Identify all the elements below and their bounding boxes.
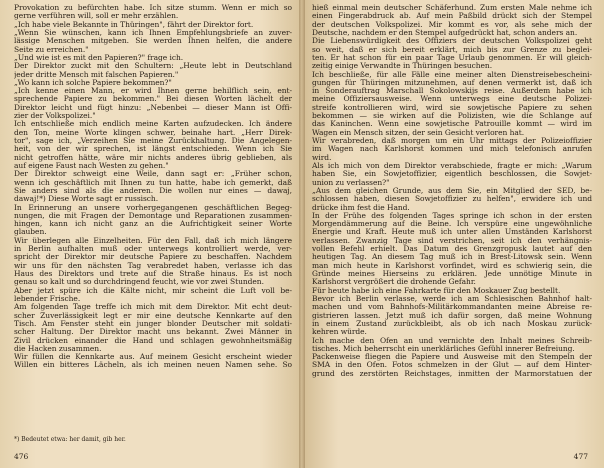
text-line: In Erinnerung an unsere vorhergegangenen geschäftlichen Begeg-: [14, 203, 292, 212]
text-line: „Aus dem gleichen Grunde, aus dem Sie, ein Mitglied der SED, be-: [312, 186, 592, 195]
text-line: meine Offiziersausweise. Wenn unterwegs eine deutsche Polizei-: [312, 95, 592, 104]
text-line: einen Fingerabdruck ab. Auf mein Paßbild drückt sich der Stempel: [312, 12, 592, 21]
text-line: Packenweise fliegen die Papiere und Ausweise mit den Stempeln der: [312, 353, 592, 362]
text-line: Energie und Kraft. Heute muß ich unter allen Umständen Karlshorst: [312, 228, 592, 237]
text-line: Ich entschließe mich endlich meine Karten aufzudecken. Ich ändere: [14, 120, 292, 129]
text-line: Karlshorst vergrößert die drohende Gefahr.: [312, 278, 476, 287]
text-line: Ich beschließe, für alle Fälle eine meiner alten Dienstreisebescheini-: [312, 70, 592, 79]
text-line: auf eigene Faust nach Westen zu gehen.": [14, 161, 169, 170]
text-line: Aber jetzt spüre ich die Kälte nicht, mir scheint die Luft voll be-: [14, 286, 292, 295]
text-line: in Berlin aufhalten muß oder unterwegs kontrolliert werde, ver-: [14, 245, 292, 254]
text-line: Der Direktor zuckt mit den Schultern: „Heute lebt in Deutschland: [14, 62, 292, 71]
text-line: der deutschen Volkspolizei. Mir kommt es vor, als sehe mich der: [312, 20, 592, 29]
text-line: tisches. Mich beherrscht ein unerklärliches Gefühl innerer Befreiung.: [312, 344, 575, 353]
text-line: heutigen Tag. An diesem Tag muß ich in Brest-Litowsk sein. Wenn: [312, 253, 592, 262]
text-line: haben Sie, ein Sowjetoffizier, eigentlich beschlossen, die Sowjet-: [312, 170, 592, 179]
text-line: Gründe meines Hierseins zu erklären. Jede unnötige Minute in: [312, 270, 592, 278]
text-line: hingen, kann ich nicht ganz an die Aufrichtigkeit seiner Worte: [14, 220, 292, 229]
text-line: scher Haltung. Der Direktor macht uns bekannt. Zwei Männer in: [14, 328, 292, 337]
text-line: SMA in den Ofen. Fotos schmelzen in der Glut — auf dem Hinter-: [312, 361, 592, 370]
text-line: das Kaninchen. Wenn eine sowjetische Patrouille kommt — wird im: [312, 120, 592, 129]
text-line: lässige Menschen mitgeben. Sie werden Ihnen helfen, die andere: [14, 37, 292, 46]
text-line: glauben.: [14, 228, 47, 237]
text-line: ten. Er hat schon für ein paar Tage Urlaub genommen. Er will gleich-: [312, 53, 592, 62]
text-line: schlossen haben, diesen Sowjetoffizier zu helfen", erwidere ich und: [312, 195, 592, 204]
text-line: „Ich kenne einen Mann, er wird Ihnen gerne behilflich sein, ent-: [14, 87, 292, 96]
text-line: kehren würde.: [312, 328, 367, 337]
page-number-right: 477: [573, 452, 588, 461]
text-line: den Ton, meine Worte klingen schwer, beinahe hart. „Herr Direk-: [14, 128, 292, 137]
text-line: wenn ich geschäftlich mit Ihnen zu tun hatte, habe ich gemerkt, daß: [14, 178, 292, 187]
text-line: drücke ihm fest die Hand.: [312, 203, 410, 212]
text-line: dawaj!*) Diese Worte sagt er russisch.: [14, 195, 159, 204]
text-line: Ich mache den Ofen an und vernichte den Inhalt meines Schreib-: [312, 336, 592, 345]
text-line: die Hacken zusammen.: [14, 344, 102, 353]
text-line: zeitig einige Verwandte in Thüringen besuchen.: [312, 62, 493, 71]
text-line: Wir füllen die Kennkarte aus. Auf meinem Gesicht erscheint wieder: [14, 353, 292, 362]
text-line: Seite zu erreichen.": [14, 45, 89, 54]
text-line: In der Frühe des folgenden Tages springe ich schon in der ersten: [312, 211, 592, 220]
right-page-text: [312, 4, 592, 378]
text-line: scher Zuverlässigkeit legt er mir eine deutsche Kennkarte auf den: [14, 311, 292, 320]
text-line: nicht getroffen hätte, wäre mir nichts anderes übrig geblieben, als: [14, 153, 292, 162]
text-line: Wagen ein Mensch sitzen, der sein Gesicht verloren hat.: [312, 128, 525, 137]
text-line: in einem Zustand zurückbleibt, als ob ich nach Moskau zurück-: [312, 319, 592, 328]
text-line: Direktor leicht und fügt hinzu: „Nebenbei — dieser Mann ist Offi-: [14, 103, 292, 112]
text-line: so weit, daß er sich bereit erklärt, mich bis zur Grenze zu beglei-: [312, 45, 592, 54]
text-line: „Und wie ist es mit den Papieren?" frage ich.: [14, 53, 184, 62]
text-line: wird.: [312, 153, 332, 162]
text-line: „Wenn Sie wünschen, kann ich Ihnen Empfehlungsbriefe an zuver-: [14, 28, 292, 37]
text-line: tor", sage ich, „Verzeihen Sie meine Zurückhaltung. Die Angelegen-: [14, 137, 292, 145]
text-line: gistrieren lassen. Jetzt muß ich dafür sorgen, daß meine Wohnung: [312, 311, 592, 320]
text-line: Tisch. Am Fenster steht ein junger blonder Deutscher mit soldati-: [14, 319, 292, 328]
text-line: sprechende Papiere zu bekommen." Bei diesen Worten lächelt der: [14, 95, 292, 104]
text-line: Wir verabreden, daß morgen um ein Uhr mittags der Polizeioffizier: [312, 137, 592, 145]
text-line: Deutsche, nachdem er den Stempel aufgedrückt hat, schon anders an.: [312, 28, 578, 37]
text-line: Wir überlegen alle Einzelheiten. Für den Fall, daß ich mich längere: [14, 236, 292, 245]
text-line: spricht der Direktor mir deutsche Papiere zu beschaffen. Nachdem: [14, 253, 292, 262]
text-line: Sie anders sind als die anderen. Die wollen nur eines — dawaj,: [14, 186, 292, 195]
text-line: grund des zerstörten Reichstages, inmitten der Marmorstatuen der: [312, 369, 592, 378]
text-line: genau so kalt und so durchdringend feucht, wie vor zwei Stunden.: [14, 278, 264, 287]
text-line: Zivil drücken einander die Hand und schlagen gewohnheitsmäßig: [14, 336, 292, 345]
text-line: hieß einmal mein deutscher Schäferhund. Zum ersten Male nehme ich: [312, 4, 592, 12]
text-line: vollen Befehl erhielt. Das Datum des Grenzgropusk lautet auf den: [312, 245, 592, 254]
text-line: zier der Volkspolizei.": [14, 112, 96, 121]
footnote: *) Bedeutet etwa: her damit, gib her.: [14, 436, 126, 443]
text-line: heit, von der wir sprechen, ist längst entschieden. Wenn ich Sie: [14, 145, 292, 154]
text-line: verlassen. Zwanzig Tage sind verstrichen, seit ich den verhängnis-: [312, 236, 592, 245]
text-line: Am folgenden Tage treffe ich mich mit dem Direktor. Mit echt deut-: [14, 303, 292, 312]
text-line: Provokation zu befürchten habe. Ich sitze stumm. Wenn er mich so: [14, 4, 292, 12]
text-line: Willen ein bitteres Lächeln, als ich meinen neuen Namen sehe. So: [14, 361, 292, 370]
page-number-left: 476: [14, 452, 29, 461]
text-line: jeder dritte Mensch mit falschen Papieren.": [14, 70, 179, 79]
text-line: Bevor ich Berlin verlasse, werde ich am Schlesischen Bahnhof halt-: [312, 294, 592, 303]
text-line: „Ich habe viele Bekannte in Thüringen", fährt der Direktor fort.: [14, 20, 254, 29]
text-line: machen und vom Bahnhofs-Militärkommandanten meine Abreise re-: [312, 303, 592, 312]
text-line: wir uns für den nächsten Tag verabredet haben, verlasse ich das: [14, 261, 292, 270]
text-line: Morgendämmerung auf die Beine. Ich verspüre eine ungewöhnliche: [312, 220, 592, 229]
text-line: lebender Frische.: [14, 294, 81, 303]
text-line: gerne verführen will, soll er mehr erzählen.: [14, 12, 179, 21]
text-line: bekommen — sie wirken auf die Polizisten, wie die Schlange auf: [312, 112, 592, 121]
left-page-text: [14, 4, 292, 370]
text-line: Als ich mich von dem Direktor verabschiede, fragte er mich: „Warum: [312, 161, 592, 170]
text-line: Die Liebenswürdigkeit des Offiziers der deutschen Volkspolizei geht: [312, 37, 592, 46]
text-line: in Sonderauftrag Marschall Sokolowskijs reise. Außerdem habe ich: [312, 87, 592, 96]
right-page: [302, 0, 604, 468]
text-line: Der Direktor schweigt eine Weile, dann sagt er: „Früher schon,: [14, 170, 292, 179]
text-line: union zu verlassen?": [312, 178, 390, 187]
text-line: „Wo kann ich solche Papiere bekommen?": [14, 78, 172, 87]
text-line: Haus des Direktors und trete auf die Straße hinaus. Es ist noch: [14, 270, 292, 278]
text-line: nungen, die mit Fragen der Demontage und Reparationen zusammen-: [14, 211, 292, 220]
book-gutter: [299, 0, 305, 468]
text-line: man mich heute in Karlshorst vorfindet, wird es schwierig sein, die: [312, 261, 592, 270]
text-line: im Wagen nach Karlshorst kommen und mich telefonisch anrufen: [312, 145, 592, 154]
text-line: streife kontrollieren wird, wird sie sowjetische Papiere zu sehen: [312, 103, 592, 112]
text-line: gungen für Thüringen mitzunehmen, auf denen vermerkt ist, daß ich: [312, 78, 592, 87]
text-line: Für heute habe ich eine Fahrkarte für den Moskauer Zug bestellt.: [312, 286, 561, 295]
